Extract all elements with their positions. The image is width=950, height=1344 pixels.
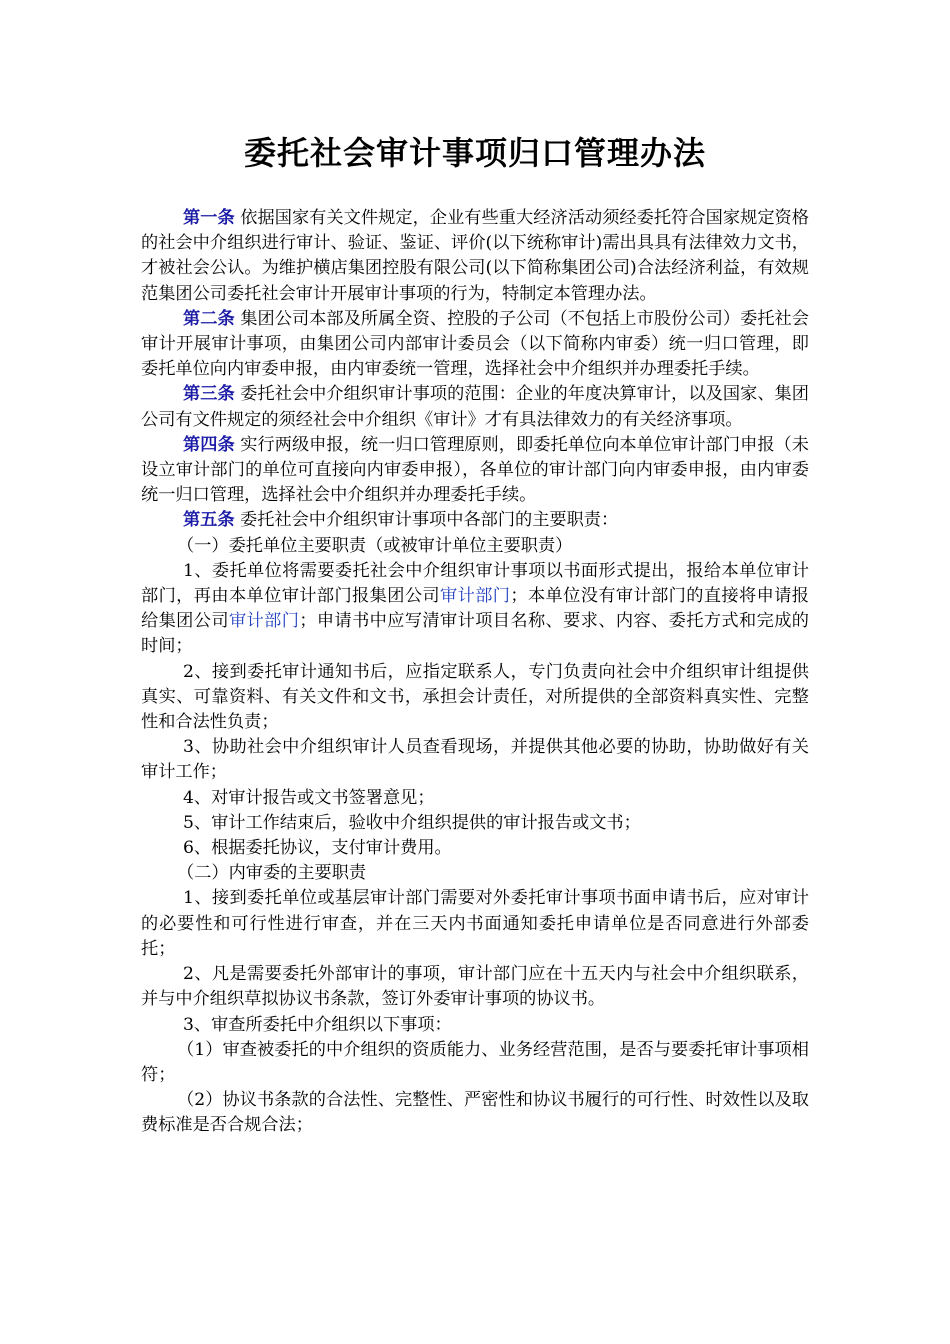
article-text: 实行两级申报，统一归口管理原则，即委托单位向本单位审计部门申报（未设立审计部门的单位可直接向内审委申报），各单位的审计部门向内审委申报，由内审委统一归口管理，选择社会中介组织并办理委托手续。	[141, 434, 809, 506]
article-text: 依据国家有关文件规定，企业有些重大经济活动须经委托符合国家规定资格的社会中介组织进行审计、验证、鉴证、评价(以下统称审计)需出具具有法律效力文书，才被社会公认。为维护横店集团控股有限公司(以下简称集团公司)合法经济利益，有效规范集团公司委托社会审计开展审计事项的行为，特制定本管理办法。	[141, 208, 809, 304]
article-5	[141, 508, 809, 533]
article-label: 第一条	[183, 208, 235, 228]
document-title: 委托社会审计事项归口管理办法	[243, 134, 706, 172]
audit-dept-link[interactable]: 审计部门	[440, 586, 511, 607]
section-heading-1: （一）委托单位主要职责（或被审计单位主要职责）	[177, 535, 573, 556]
list-item: 5、审计工作结束后，验收中介组织提供的审计报告或文书；	[183, 812, 641, 833]
article-4	[141, 433, 809, 509]
list-item: 3、审查所委托中介组织以下事项：	[183, 1014, 452, 1035]
sub-list-item: （2）协议书条款的合法性、完整性、严密性和协议书履行的可行性、时效性以及取费标准是否合规合法；	[141, 1090, 809, 1136]
article-label: 第四条	[183, 434, 235, 455]
list-item: 2、凡是需要委托外部审计的事项，审计部门应在十五天内与社会中介组织联系，并与中介组织草拟协议书条款，签订外委审计事项的协议书。	[141, 964, 809, 1010]
article-text: 委托社会中介组织审计事项的范围：企业的年度决算审计，以及国家、集团公司有文件规定的须经社会中介组织《审计》才有具法律效力的有关经济事项。	[141, 384, 809, 430]
article-text: 集团公司本部及所属全资、控股的子公司（不包括上市股份公司）委托社会审计开展审计事项，由集团公司内部审计委员会（以下简称内审委）统一归口管理，即委托单位向内审委申报，由内审委统一管理，选择社会中介组织并办理委托手续。	[141, 308, 809, 380]
article-label: 第二条	[183, 308, 235, 329]
document-body	[141, 206, 809, 1139]
article-1	[141, 206, 809, 307]
article-label: 第三条	[183, 384, 235, 405]
sub-list-item: （1）审查被委托的中介组织的资质能力、业务经营范围，是否与要委托审计事项相符；	[141, 1039, 809, 1085]
list-item: 2、接到委托审计通知书后，应指定联系人，专门负责向社会中介组织审计组提供真实、可靠资料、有关文件和文书，承担会计责任，对所提供的全部资料真实性、完整性和合法性负责；	[141, 661, 809, 733]
section-heading-2: （二）内审委的主要职责	[177, 863, 367, 884]
article-text: 委托社会中介组织审计事项中各部门的主要职责：	[240, 510, 619, 531]
article-3	[141, 382, 809, 432]
list-item: 4、对审计报告或文书签署意见；	[183, 787, 435, 808]
list-item: 1、委托单位将需要委托社会中介组织审计事项以书面形式提出，报给本单位审计部门，再由本单位审计部门报集团公司审计部门；本单位没有审计部门的直接将申请报给集团公司审计部门；申请书中应写清审计项目名称、要求、内容、委托方式和完成的时间；	[141, 560, 809, 657]
list-item: 3、协助社会中介组织审计人员查看现场，并提供其他必要的协助，协助做好有关审计工作；	[141, 737, 809, 783]
article-label: 第五条	[183, 510, 235, 531]
audit-dept-link[interactable]: 审计部门	[228, 611, 300, 632]
list-item: 1、接到委托单位或基层审计部门需要对外委托审计事项书面申请书后，应对审计的必要性和可行性进行审查，并在三天内书面通知委托申请单位是否同意进行外部委托；	[141, 888, 809, 959]
list-item: 6、根据委托协议，支付审计费用。	[183, 838, 452, 859]
article-2	[141, 307, 809, 383]
